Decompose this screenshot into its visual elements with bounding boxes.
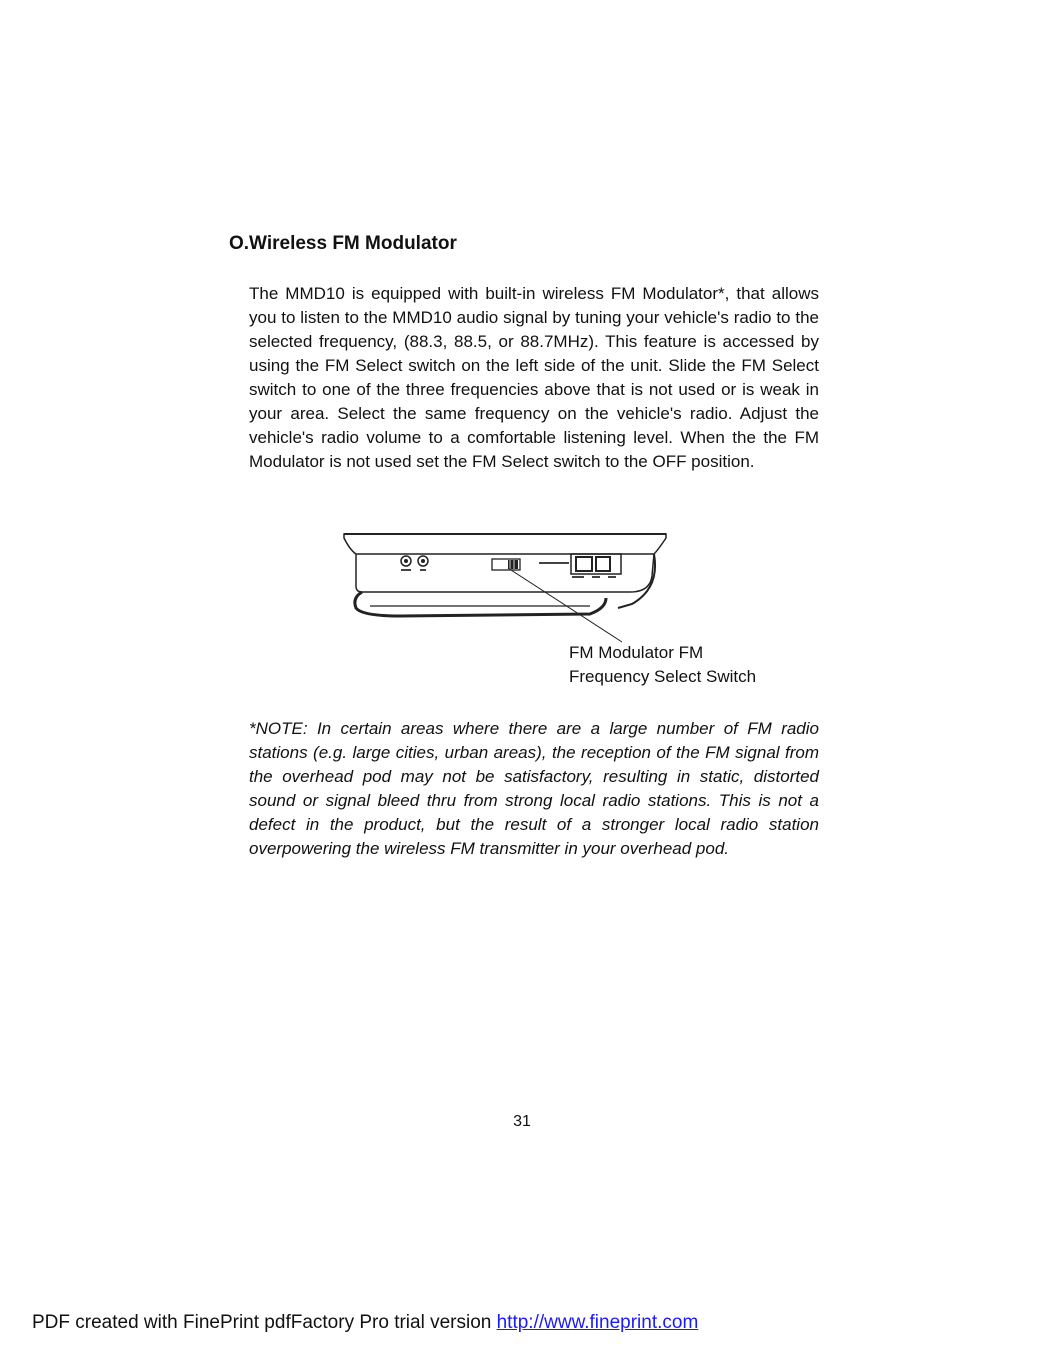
footer-text: PDF created with FinePrint pdfFactory Pro trial version — [32, 1312, 497, 1333]
fm-select-switch-diagram-icon — [340, 528, 670, 648]
body-paragraph: The MMD10 is equipped with built-in wireless FM Modulator*, that allows you to listen to the MMD10 audio signal by tuning your vehicle's radio to the selected frequency, (88.3, 88.5, or 88.7MHz). This feature is accessed by using the FM Select switch on the left side of the unit. Slide the FM Select switch to one of the three frequencies above that is not used or is weak in your area. Select the same frequency on the vehicle's radio. Adjust the vehicle's radio volume to a comfortable listening level. When the the FM Modulator is not used set the FM Select switch to the OFF position. — [249, 284, 819, 471]
caption-line-1: FM Modulator FM — [569, 643, 704, 662]
footer-link[interactable]: http://www.fineprint.com — [496, 1312, 699, 1333]
section-title: O.Wireless FM Modulator — [229, 233, 457, 254]
note-paragraph: *NOTE: In certain areas where there are a large number of FM radio stations (e.g. large cities, urban areas), the reception of the FM signal from the overhead pod may not be satisfactory, resulting in static, distorted sound or signal bleed thru from strong local radio stations. This is not a defect in the product, but the result of a stronger local radio station overpowering the wireless FM transmitter in your overhead pod. — [249, 719, 819, 858]
fm-switch-diagram — [340, 528, 670, 648]
page-number: 31 — [513, 1113, 531, 1130]
pdf-footer — [32, 1312, 698, 1334]
caption-line-2: Frequency Select Switch — [569, 667, 757, 686]
figure-caption — [569, 641, 756, 689]
